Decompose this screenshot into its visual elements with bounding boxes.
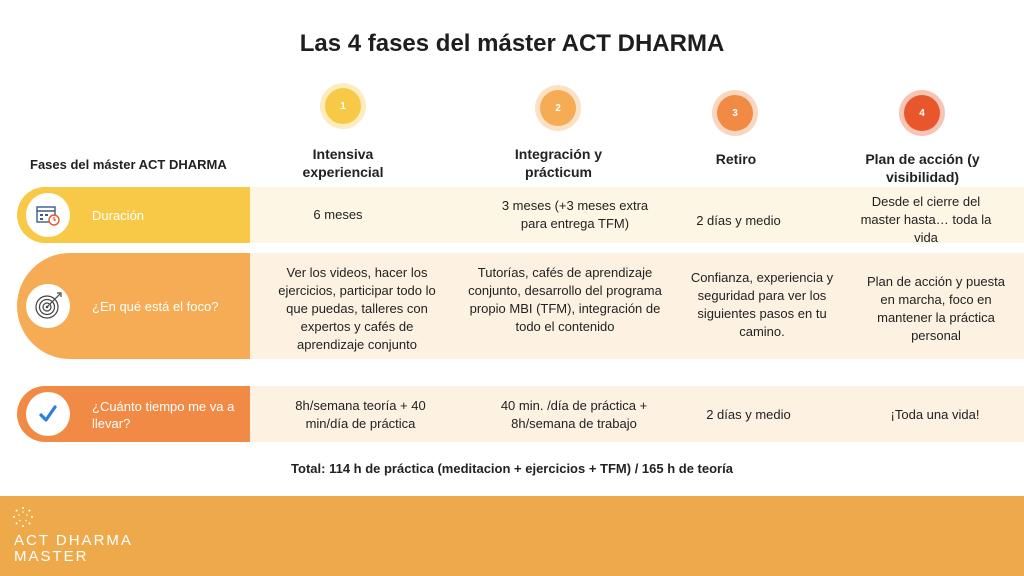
row-focus-header xyxy=(17,253,250,359)
row-time-label: ¿Cuánto tiempo me va a llevar? xyxy=(92,399,235,431)
calendar-clock-icon xyxy=(26,193,70,237)
phase-3-title: Retiro xyxy=(715,151,757,167)
time-phase-3: 2 días y medio xyxy=(706,407,791,422)
target-icon xyxy=(26,284,70,328)
brand-line-1: ACT DHARMA xyxy=(14,532,133,549)
phase-2-number: 2 xyxy=(555,102,561,114)
brand-logo-text xyxy=(14,533,133,565)
phase-4-number: 4 xyxy=(919,107,925,119)
row-header-title: Fases del máster ACT DHARMA xyxy=(30,157,227,172)
brand-line-2: MASTER xyxy=(14,548,89,565)
phase-4-badge xyxy=(904,95,940,131)
phase-4-title: Plan de acción (y visibilidad) xyxy=(865,151,980,185)
focus-phase-1: Ver los videos, hacer los ejercicios, participar todo lo que puedas, talleres con expertos y cafés de aprendizaje conjunto xyxy=(278,265,436,352)
footer-bar xyxy=(0,496,1024,576)
phase-2-title: Integración y prácticum xyxy=(514,146,603,180)
duration-phase-3: 2 días y medio xyxy=(696,213,781,228)
total-hours: Total: 114 h de práctica (meditacion + ejercicios + TFM) / 165 h de teoría xyxy=(291,461,733,476)
page-title: Las 4 fases del máster ACT DHARMA xyxy=(299,30,725,57)
time-phase-4: ¡Toda una vida! xyxy=(890,407,980,422)
row-duration-label: Duración xyxy=(92,208,145,223)
focus-phase-3: Confianza, experiencia y seguridad para ver los siguientes pasos en tu camino. xyxy=(690,270,834,339)
phase-2-badge xyxy=(540,90,576,126)
phase-1-title: Intensiva experiencial xyxy=(302,146,384,180)
phase-3-number: 3 xyxy=(732,107,738,119)
row-focus-label: ¿En qué está el foco? xyxy=(92,299,219,314)
row-time-header xyxy=(17,386,250,442)
duration-phase-4: Desde el cierre del master hasta… toda la vida xyxy=(860,194,992,245)
row-duration-header xyxy=(17,187,250,243)
sun-logo-icon xyxy=(12,506,34,528)
checkmark-icon xyxy=(26,392,70,436)
phase-1-badge xyxy=(325,88,361,124)
focus-phase-4: Plan de acción y puesta en marcha, foco en mantener la práctica personal xyxy=(866,274,1006,343)
duration-phase-1: 6 meses xyxy=(313,207,363,222)
time-phase-1: 8h/semana teoría + 40 min/día de práctica xyxy=(295,398,426,431)
focus-phase-2: Tutorías, cafés de aprendizaje conjunto, desarrollo del programa propio MBI (TFM), integración de todo el contenido xyxy=(468,265,662,334)
time-phase-2: 40 min. /día de práctica + 8h/semana de trabajo xyxy=(500,398,648,431)
phase-1-number: 1 xyxy=(340,100,346,112)
duration-phase-2: 3 meses (+3 meses extra para entrega TFM) xyxy=(501,198,649,231)
phase-3-badge xyxy=(717,95,753,131)
